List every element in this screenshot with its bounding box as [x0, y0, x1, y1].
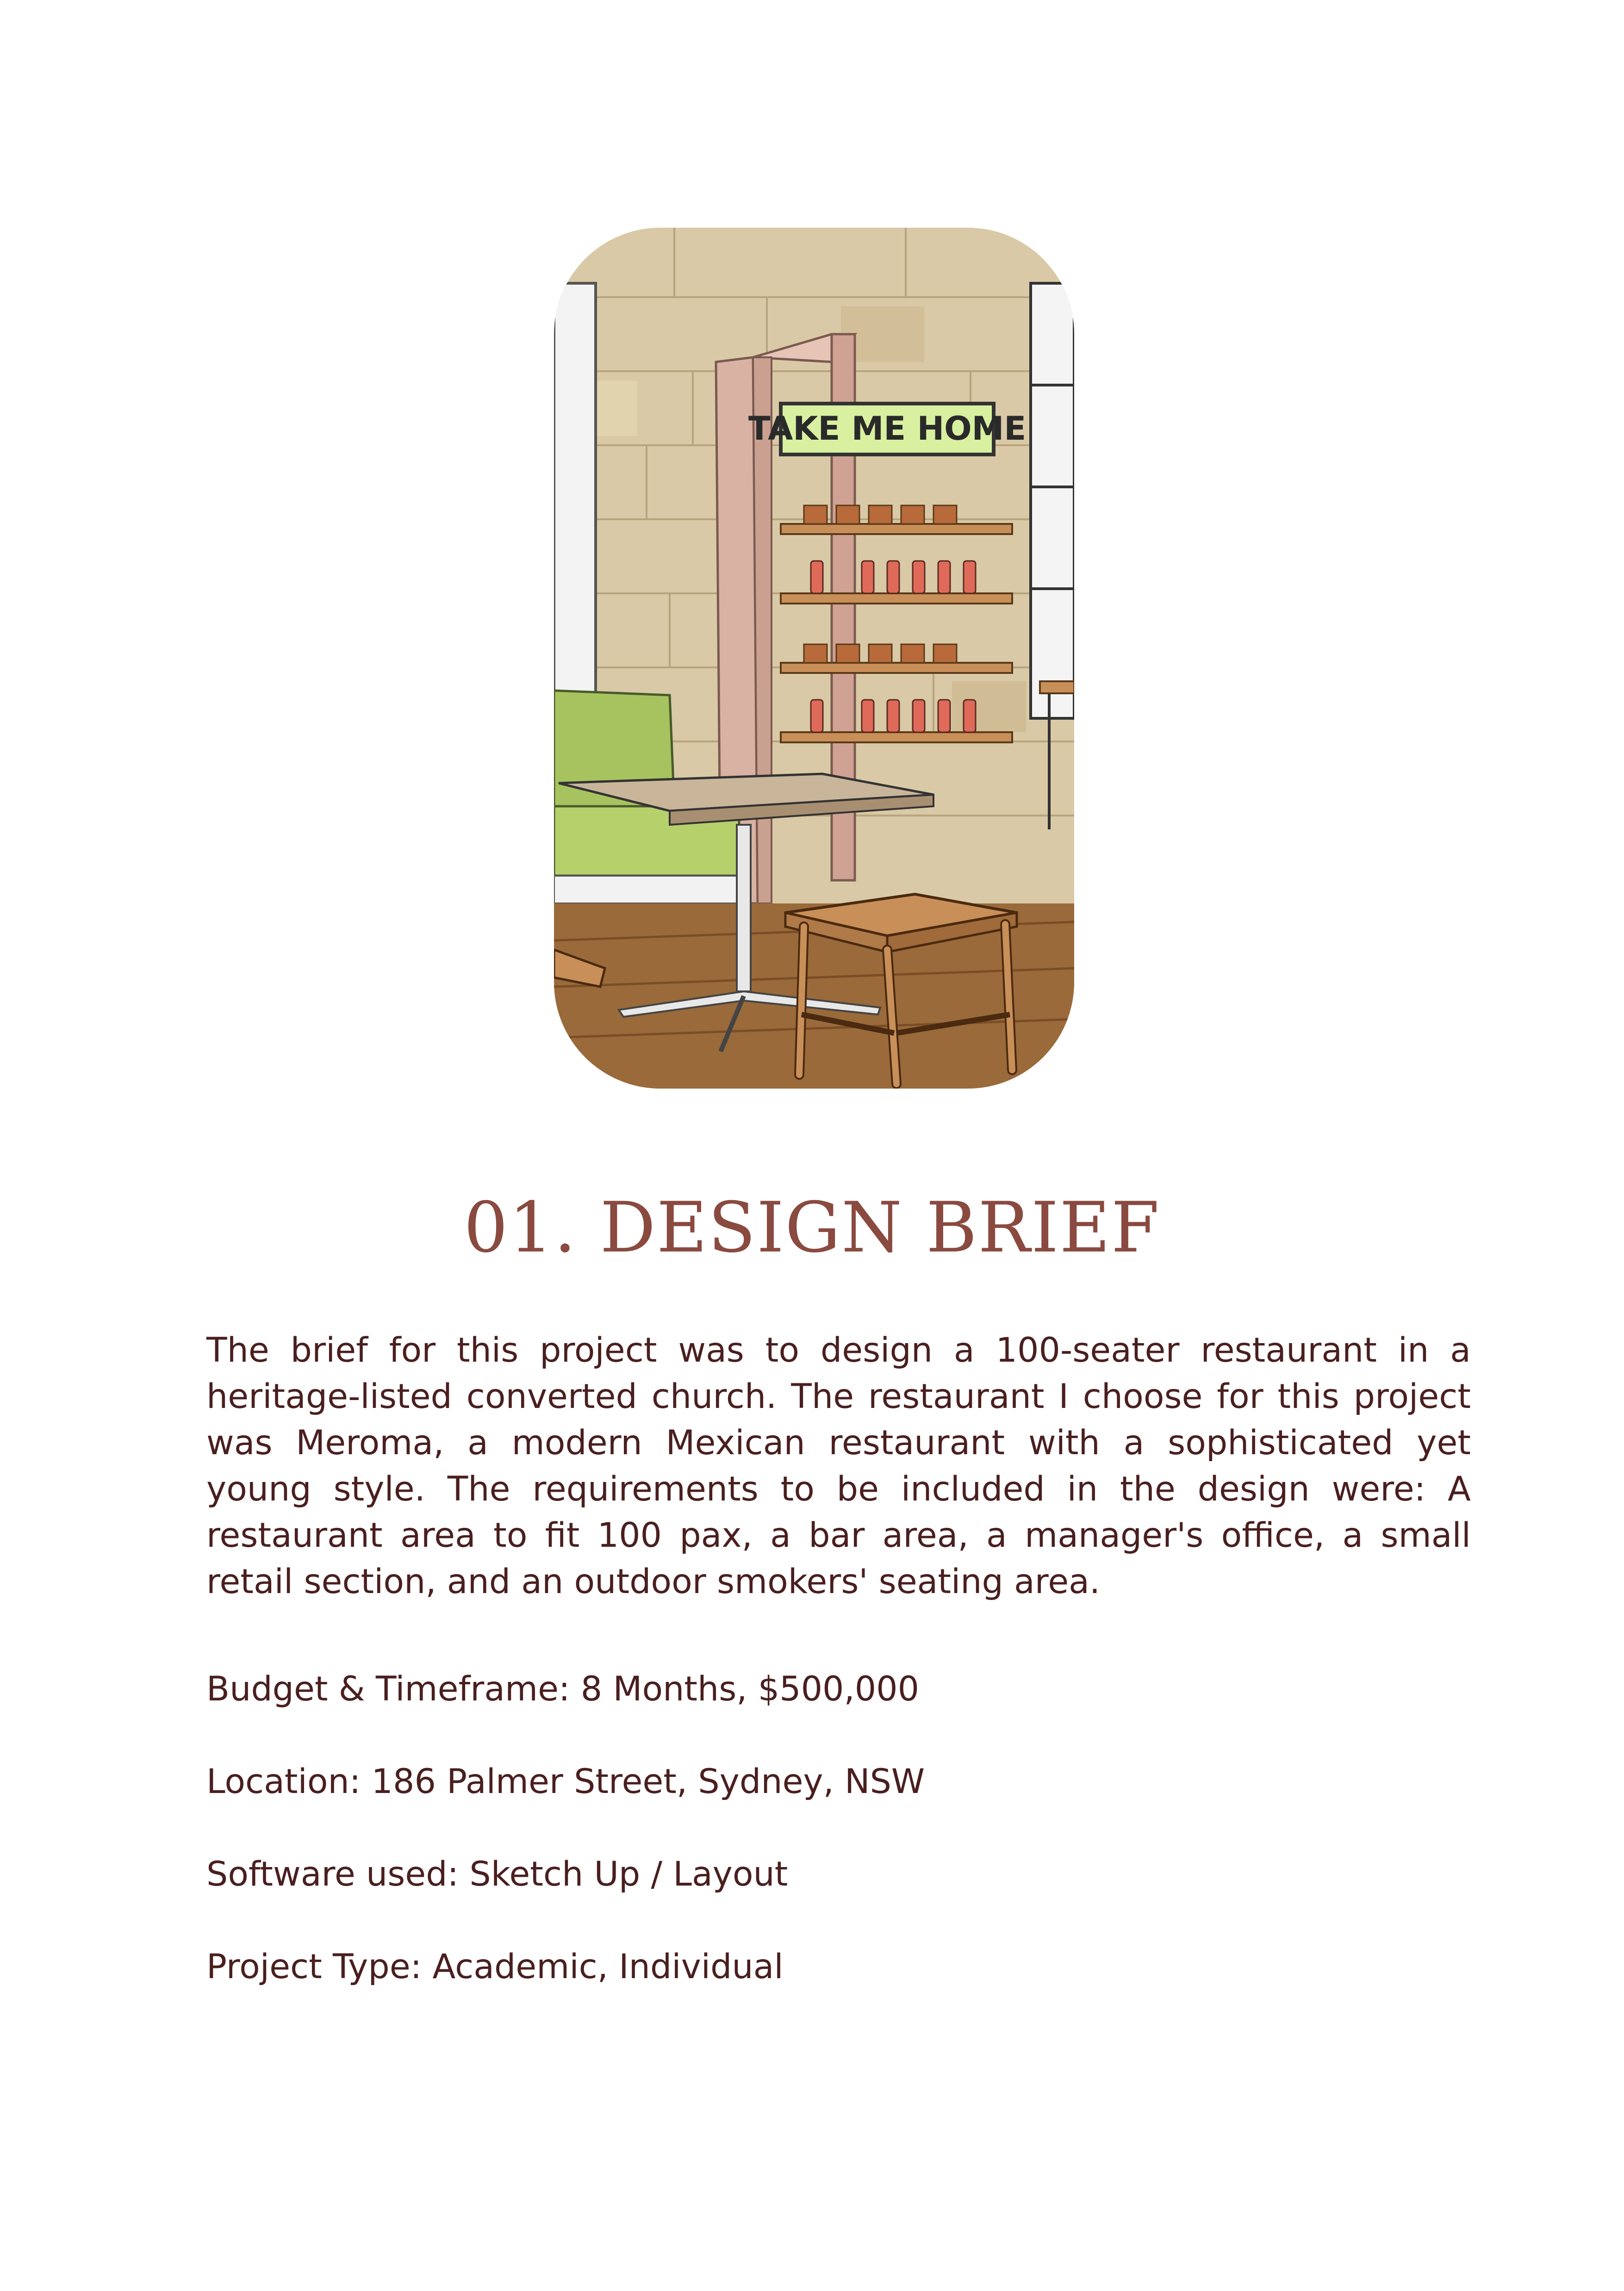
sign-text: TAKE ME HOME	[748, 410, 1027, 448]
fact-software: Software used: Sketch Up / Layout	[206, 1855, 788, 1894]
brief-paragraph: The brief for this project was to design a 100-seater restaurant in a heritage-listed converted church. The restaurant I choose for this project was Meroma, a modern Mexican restaurant with a sophisticated yet young style. The requirements to be included in the design were: A restaurant area to fit 100 pax, a bar area, a manager's office, a small retail section, and an outdoor smokers' seating area.	[206, 1331, 1471, 1601]
section-title: 01. DESIGN BRIEF	[464, 1187, 1160, 1268]
fact-project-type: Project Type: Academic, Individual	[206, 1947, 784, 1986]
project-facts	[206, 1666, 1471, 2036]
fact-budget: Budget & Timeframe: 8 Months, $500,000	[206, 1669, 920, 1709]
fact-location: Location: 186 Palmer Street, Sydney, NSW	[206, 1762, 925, 1801]
restaurant-interior-illustration	[554, 228, 1074, 1089]
